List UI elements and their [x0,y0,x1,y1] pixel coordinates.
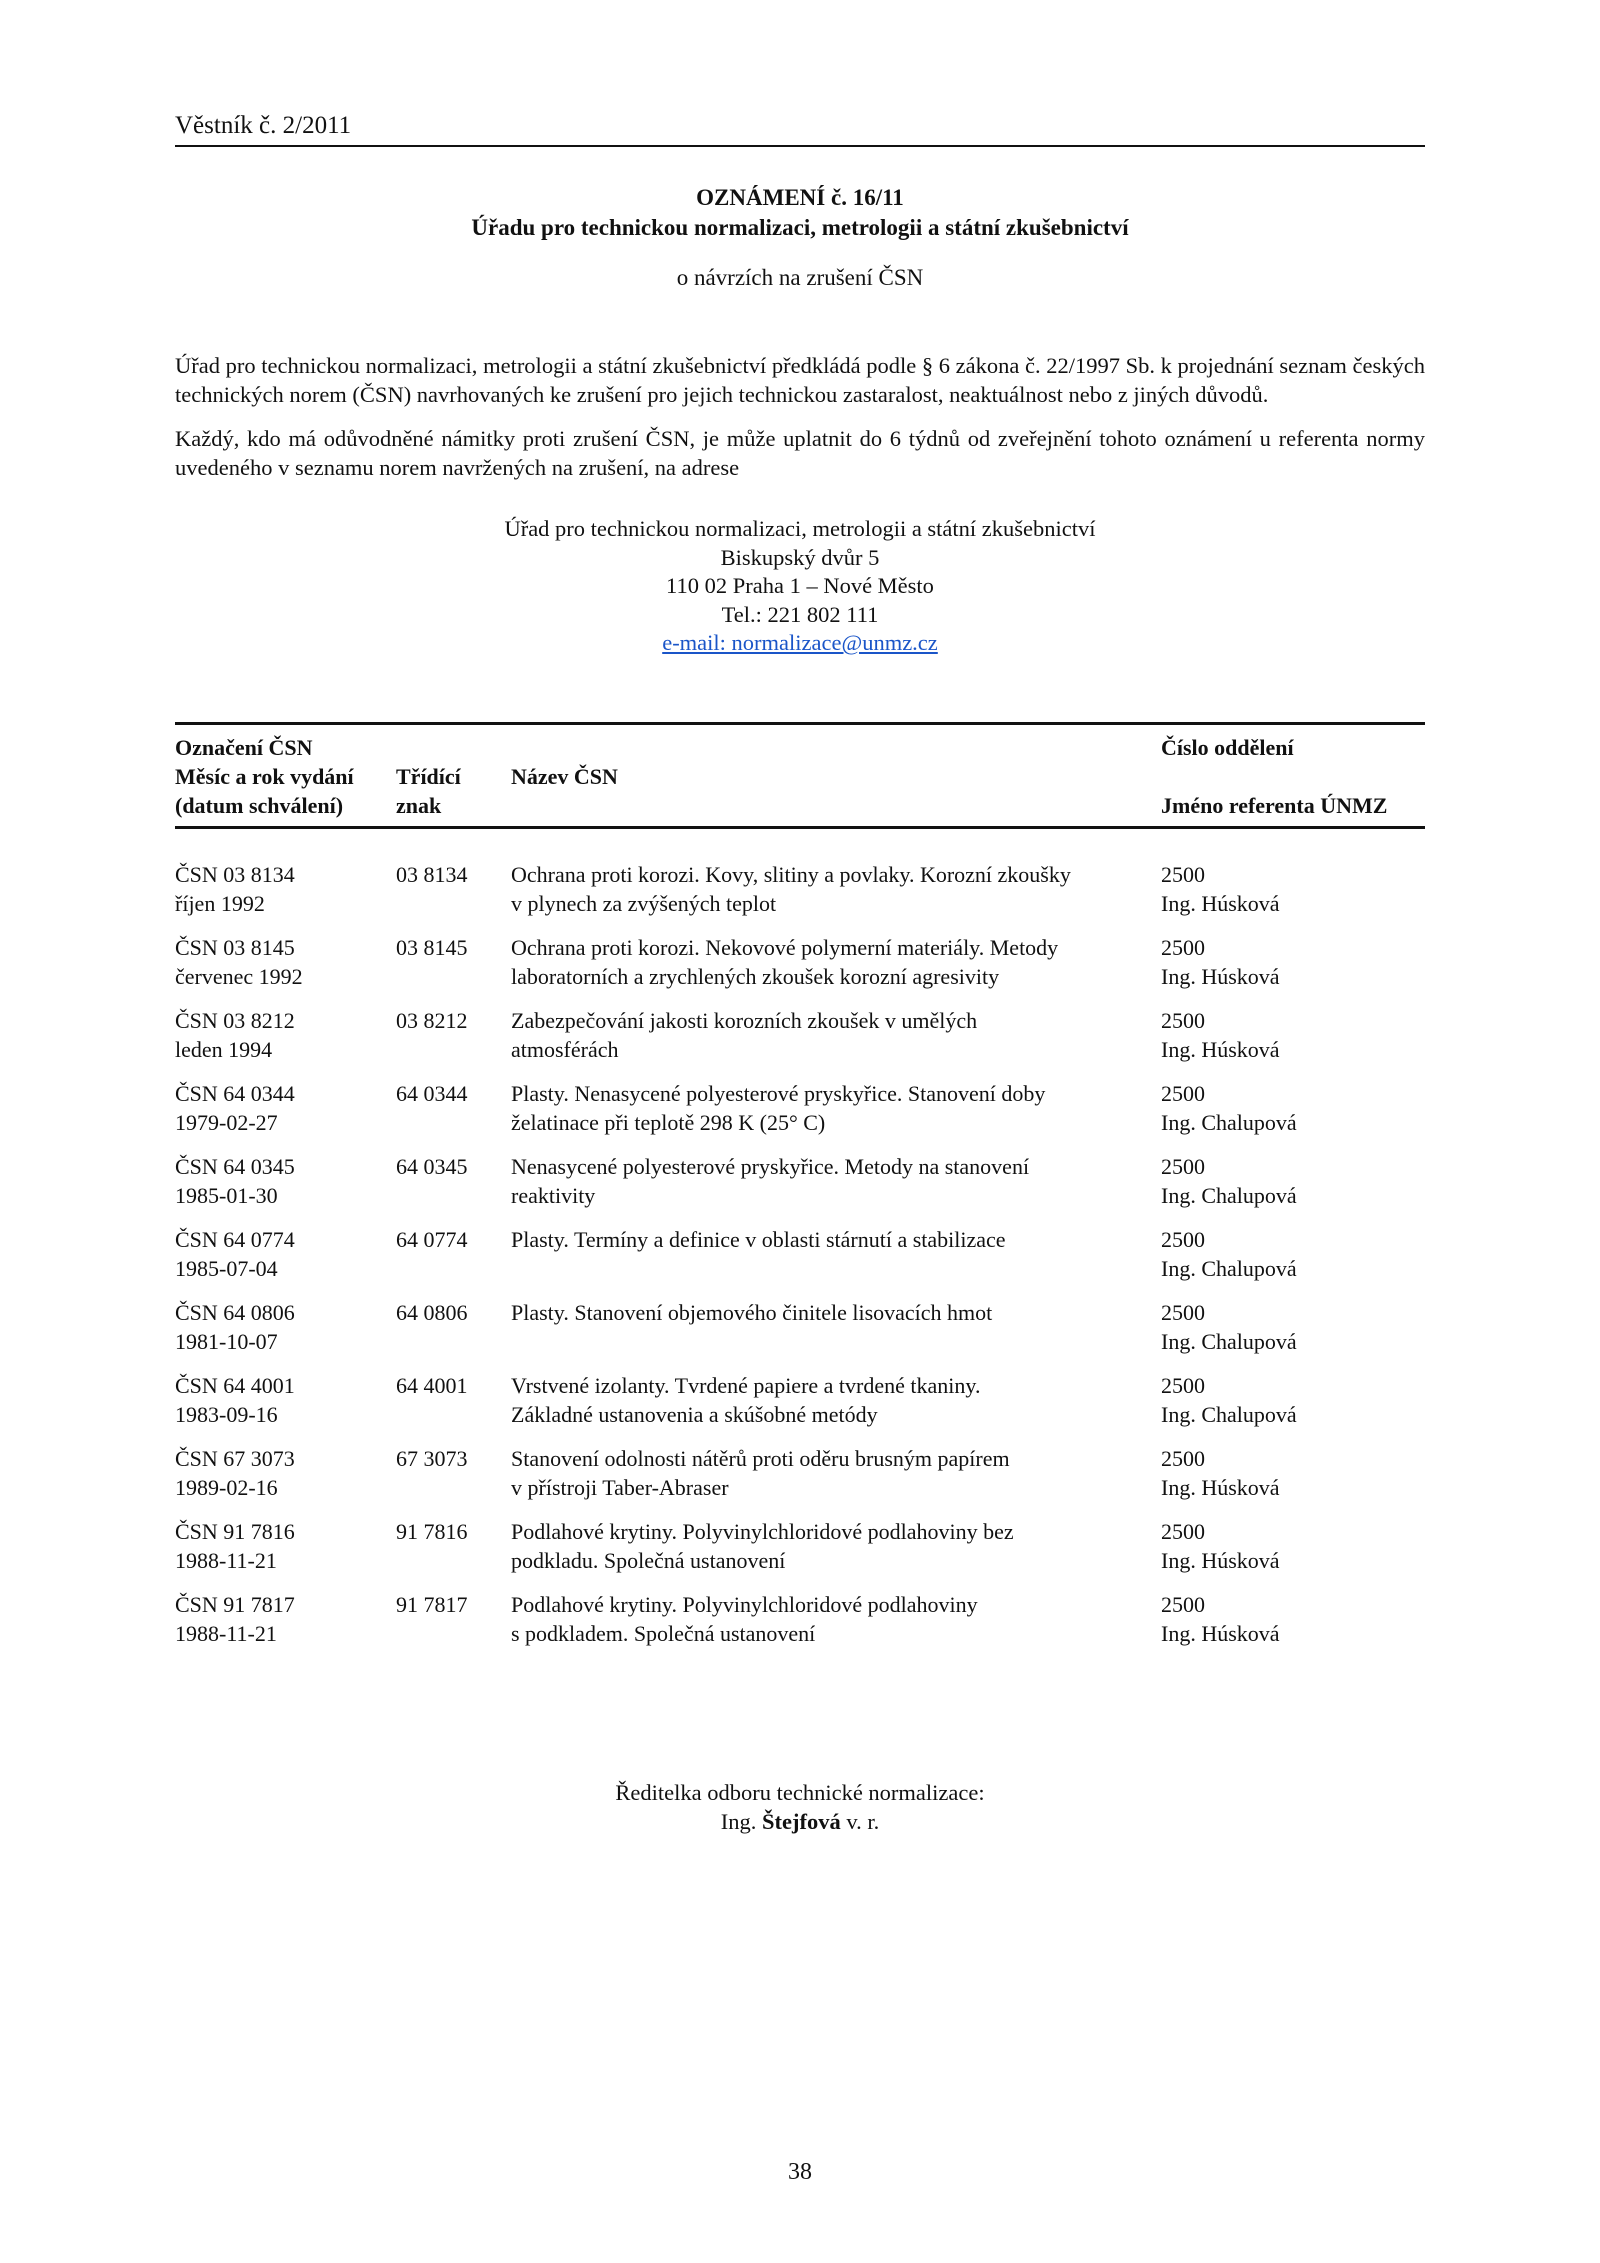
class-code-class: 64 4001 [396,1373,468,1398]
standard-name-name2: v plynech za zvýšených teplot [511,891,777,916]
standard-code-code: ČSN 03 8145 [175,935,295,960]
standard-code-date: 1979-02-27 [175,1110,278,1135]
class-code-class: 64 0806 [396,1300,468,1325]
referent-ref: Ing. Húsková [1161,964,1280,989]
header-rule [175,145,1425,147]
referent-ref: Ing. Chalupová [1161,1183,1297,1208]
address-street: Biskupský dvůr 5 [720,544,880,570]
standard-name-name1: Stanovení odolnosti nátěrů proti oděru brusným papírem [511,1446,1010,1471]
address-phone: Tel.: 221 802 111 [721,601,879,627]
referent-cell [1161,1298,1425,1356]
standard-code-cell [175,1152,390,1210]
class-code-class: 03 8145 [396,935,468,960]
standard-name-name2: atmosférách [511,1037,619,1062]
standard-name-name1: Plasty. Nenasycené polyesterové pryskyřice. Stanovení doby [511,1081,1046,1106]
referent-ref: Ing. Chalupová [1161,1329,1297,1354]
standard-name-cell [511,1298,1151,1327]
referent-dept: 2500 [1161,862,1205,887]
standard-name-name1: Nenasycené polyesterové pryskyřice. Metody na stanovení [511,1154,1030,1179]
signature-block [175,1778,1425,1836]
standard-name-cell [511,1590,1151,1648]
referent-dept: 2500 [1161,1373,1205,1398]
class-code-class: 03 8212 [396,1008,468,1033]
standard-code-cell [175,860,390,918]
referent-ref: Ing. Húsková [1161,1548,1280,1573]
table-row [175,1590,1425,1663]
class-code-class: 67 3073 [396,1446,468,1471]
class-code-class: 64 0345 [396,1154,468,1179]
table-row [175,1225,1425,1298]
signature-suffix: v. r. [846,1809,880,1834]
referent-ref: Ing. Húsková [1161,1475,1280,1500]
class-code-class: 64 0344 [396,1081,468,1106]
referent-cell [1161,1225,1425,1283]
referent-cell [1161,1006,1425,1064]
announcement-subject: o návrzích na zrušení ČSN [676,265,924,290]
referent-ref: Ing. Chalupová [1161,1256,1297,1281]
standard-code-date: 1985-01-30 [175,1183,278,1208]
referent-cell [1161,933,1425,991]
class-code-class: 91 7816 [396,1519,468,1544]
standard-code-date: 1985-07-04 [175,1256,278,1281]
referent-ref: Ing. Chalupová [1161,1402,1297,1427]
standard-code-cell [175,933,390,991]
standard-code-cell [175,1371,390,1429]
referent-dept: 2500 [1161,1446,1205,1471]
referent-cell [1161,1371,1425,1429]
standard-name-name2: s podkladem. Společná ustanovení [511,1621,816,1646]
standard-name-cell [511,1371,1151,1429]
intro-paragraph: Úřad pro technickou normalizaci, metrologii a státní zkušebnictví předkládá podle § 6 zákona č. 22/1997 Sb. k projednání seznam českých technických norem (ČSN) navrhovaných ke zrušení pro jejich technickou zastaralost, neaktuálnost nebo z jiných důvodů. [175,353,1425,407]
signature-surname: Štejfová [761,1809,841,1834]
header-referent: Jméno referenta ÚNMZ [1161,793,1388,818]
standard-name-cell [511,1152,1151,1210]
class-code-cell [396,1444,506,1473]
referent-cell [1161,860,1425,918]
header-class-code: Třídící znak [396,764,461,818]
referent-cell [1161,1590,1425,1648]
objection-paragraph: Každý, kdo má odůvodněné námitky proti zrušení ČSN, je může uplatnit do 6 týdnů od zveřejnění tohoto oznámení u referenta normy uvedeného v seznamu norem navržených na zrušení, na adrese [175,426,1425,480]
running-header: Věstník č. 2/2011 [175,112,352,139]
standard-code-date: červenec 1992 [175,964,303,989]
standard-code-code: ČSN 64 0806 [175,1300,295,1325]
class-code-cell [396,860,506,889]
standard-name-name1: Podlahové krytiny. Polyvinylchloridové podlahoviny bez [511,1519,1014,1544]
standard-code-cell [175,1590,390,1648]
standard-code-cell [175,1006,390,1064]
table-row [175,1444,1425,1517]
standard-name-name2: laboratorních a zrychlených zkoušek korozní agresivity [511,964,1000,989]
standard-name-name1: Plasty. Stanovení objemového činitele lisovacích hmot [511,1300,993,1325]
standard-code-date: 1989-02-16 [175,1475,278,1500]
table-row [175,1079,1425,1152]
referent-dept: 2500 [1161,1592,1205,1617]
class-code-cell [396,933,506,962]
standard-name-name2: Základné ustanovenia a skúšobné metódy [511,1402,878,1427]
table-row [175,1298,1425,1371]
standard-name-cell [511,1079,1151,1137]
class-code-cell [396,1006,506,1035]
announcement-title-block [175,183,1425,293]
header-department: Číslo oddělení [1161,735,1294,760]
standard-code-date: 1983-09-16 [175,1402,278,1427]
class-code-cell [396,1225,506,1254]
standard-name-name2: podkladu. Společná ustanovení [511,1548,786,1573]
standard-name-cell [511,860,1151,918]
class-code-cell [396,1152,506,1181]
referent-cell [1161,1152,1425,1210]
class-code-cell [396,1371,506,1400]
standard-name-name1: Ochrana proti korozi. Nekovové polymerní materiály. Metody [511,935,1059,960]
signature-title: Ing. [720,1809,757,1834]
referent-dept: 2500 [1161,935,1205,960]
table-row [175,933,1425,1006]
referent-dept: 2500 [1161,1081,1205,1106]
standard-code-code: ČSN 03 8134 [175,862,295,887]
standard-code-cell [175,1517,390,1575]
standard-name-name1: Zabezpečování jakosti korozních zkoušek v umělých [511,1008,978,1033]
address-city: 110 02 Praha 1 – Nové Město [666,573,934,598]
referent-ref: Ing. Húsková [1161,1037,1280,1062]
standard-name-cell [511,1517,1151,1575]
standards-table-body [175,860,1425,1663]
class-code-class: 03 8134 [396,862,468,887]
class-code-cell [396,1590,506,1619]
standard-code-code: ČSN 91 7817 [175,1592,295,1617]
referent-cell [1161,1444,1425,1502]
referent-dept: 2500 [1161,1519,1205,1544]
address-block [175,515,1425,658]
referent-cell [1161,1517,1425,1575]
standard-code-cell [175,1298,390,1356]
class-code-class: 64 0774 [396,1227,468,1252]
standard-code-code: ČSN 64 0774 [175,1227,295,1252]
standard-name-name2: želatinace při teplotě 298 K (25° C) [511,1110,826,1135]
table-top-rule [175,722,1425,725]
standard-name-name1: Podlahové krytiny. Polyvinylchloridové podlahoviny [511,1592,978,1617]
standard-name-name1: Ochrana proti korozi. Kovy, slitiny a povlaky. Korozní zkoušky [511,862,1071,887]
class-code-cell [396,1517,506,1546]
referent-ref: Ing. Húsková [1161,1621,1280,1646]
standard-code-code: ČSN 91 7816 [175,1519,295,1544]
standard-name-name1: Plasty. Termíny a definice v oblasti stárnutí a stabilizace [511,1227,1006,1252]
referent-dept: 2500 [1161,1227,1205,1252]
standard-code-date: 1981-10-07 [175,1329,278,1354]
announcement-issuer: Úřadu pro technickou normalizaci, metrologii a státní zkušebnictví [471,215,1129,240]
standard-code-cell [175,1444,390,1502]
referent-dept: 2500 [1161,1154,1205,1179]
standard-code-code: ČSN 64 4001 [175,1373,295,1398]
table-row [175,1517,1425,1590]
header-standard-name: Název ČSN [511,764,618,789]
table-row [175,1371,1425,1444]
signature-name-line [175,1807,1425,1836]
standard-name-cell [511,933,1151,991]
class-code-cell [396,1298,506,1327]
referent-ref: Ing. Chalupová [1161,1110,1297,1135]
referent-dept: 2500 [1161,1300,1205,1325]
table-row [175,1152,1425,1225]
page-number: 38 [788,2159,812,2185]
standard-name-name2: reaktivity [511,1183,596,1208]
table-row [175,1006,1425,1079]
address-office: Úřad pro technickou normalizaci, metrologii a státní zkušebnictví [504,516,1096,541]
standard-code-code: ČSN 67 3073 [175,1446,295,1471]
standard-name-cell [511,1225,1151,1254]
email-link[interactable]: e-mail: normalizace@unmz.cz [662,630,938,655]
standard-name-name2: v přístroji Taber-Abraser [511,1475,729,1500]
referent-ref: Ing. Húsková [1161,891,1280,916]
standard-name-cell [511,1006,1151,1064]
standard-code-code: ČSN 64 0345 [175,1154,295,1179]
standard-code-cell [175,1225,390,1283]
announcement-title: OZNÁMENÍ č. 16/11 [696,185,904,210]
standard-code-code: ČSN 03 8212 [175,1008,295,1033]
standard-code-code: ČSN 64 0344 [175,1081,295,1106]
table-header-bottom-rule [175,826,1425,829]
standard-code-cell [175,1079,390,1137]
standard-code-date: 1988-11-21 [175,1621,277,1646]
class-code-class: 91 7817 [396,1592,468,1617]
table-row [175,860,1425,933]
standard-code-date: 1988-11-21 [175,1548,277,1573]
standard-name-cell [511,1444,1151,1502]
header-designation: Označení ČSN Měsíc a rok vydání (datum schválení) [175,735,354,818]
standard-name-name1: Vrstvené izolanty. Tvrdené papiere a tvrdené tkaniny. [511,1373,981,1398]
referent-dept: 2500 [1161,1008,1205,1033]
class-code-cell [396,1079,506,1108]
standard-code-date: říjen 1992 [175,891,265,916]
signature-role: Ředitelka odboru technické normalizace: [615,1780,985,1805]
referent-cell [1161,1079,1425,1137]
standard-code-date: leden 1994 [175,1037,273,1062]
